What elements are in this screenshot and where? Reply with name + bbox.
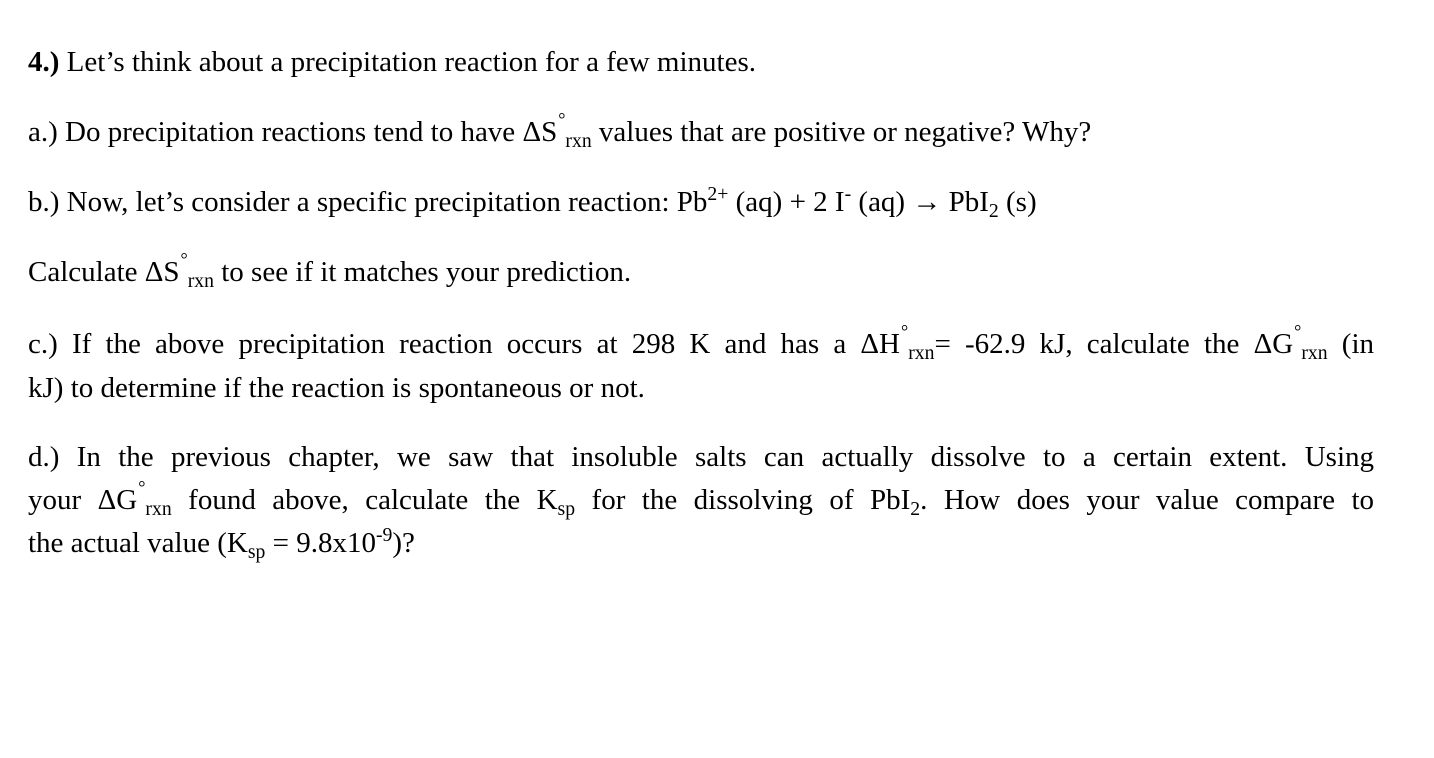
part-b xyxy=(28,184,1037,220)
part-c-text-after: (in xyxy=(1341,328,1375,360)
part-d-line3-mid: = 9.8x10 xyxy=(265,527,376,559)
question-number: 4.) xyxy=(28,46,60,78)
part-d-line3-after: )? xyxy=(392,527,415,559)
part-d-line-1 xyxy=(28,439,1374,475)
part-b-label: b.) xyxy=(28,186,60,218)
exponent: -9 xyxy=(375,524,393,547)
part-d-text-mid: found above, calculate the K xyxy=(188,484,558,516)
part-a-label: a.) xyxy=(28,116,58,148)
degree-symbol: ° xyxy=(558,108,566,129)
degree-symbol: ° xyxy=(180,248,188,269)
part-a-text-after: values that are positive or negative? Why? xyxy=(598,116,1092,148)
part-b-text: Now, let’s consider a specific precipitation reaction: Pb xyxy=(66,186,708,218)
question-intro: Let’s think about a precipitation reaction for a few minutes. xyxy=(66,46,757,78)
delta-g-symbol: ΔG xyxy=(1253,328,1294,360)
pbi2-subscript: 2 xyxy=(988,199,999,222)
part-d xyxy=(28,439,1374,561)
delta-s-symbol: ΔS xyxy=(522,116,558,148)
reaction-aq2: (aq) → PbI xyxy=(851,186,989,218)
degree-symbol: ° xyxy=(1294,320,1302,341)
ksp-subscript: sp xyxy=(247,540,266,563)
rxn-subscript: rxn xyxy=(187,269,214,292)
reaction-aq1: (aq) + 2 I xyxy=(728,186,845,218)
part-a xyxy=(28,108,1092,152)
part-d-line3-before: the actual value (K xyxy=(28,527,248,559)
degree-symbol: ° xyxy=(138,476,146,497)
part-b-calculate xyxy=(28,248,632,292)
pbi2-subscript: 2 xyxy=(910,497,921,520)
part-c-label: c.) xyxy=(28,328,58,360)
part-c-line-2: kJ) to determine if the reaction is spontaneous or not. xyxy=(28,372,645,404)
part-c-text-mid: = -62.9 kJ, calculate the xyxy=(934,328,1240,360)
rxn-subscript-g: rxn xyxy=(1301,341,1328,364)
rxn-subscript-h: rxn xyxy=(908,341,935,364)
calc-text-before: Calculate xyxy=(28,256,138,288)
part-d-text-mid2: for the dissolving of PbI xyxy=(591,484,911,516)
iodide-charge: - xyxy=(844,183,852,206)
part-d-text-before: your xyxy=(28,484,82,516)
reaction-solid: (s) xyxy=(998,186,1037,218)
part-c xyxy=(28,320,1375,406)
part-d-text-line-1: In the previous chapter, we saw that insoluble salts can actually dissolve to a certain extent. Using xyxy=(76,441,1375,473)
part-c-text-before: If the above precipitation reaction occurs at 298 K and has a xyxy=(71,328,847,360)
part-d-line-2 xyxy=(28,476,1375,520)
calc-text-after: to see if it matches your prediction. xyxy=(221,256,632,288)
degree-symbol: ° xyxy=(901,320,909,341)
part-d-line-3 xyxy=(28,525,1374,561)
part-c-line-1 xyxy=(28,320,1375,364)
question-heading xyxy=(28,44,756,80)
delta-g-symbol: ΔG xyxy=(97,484,138,516)
part-a-text-before: Do precipitation reactions tend to have xyxy=(65,116,516,148)
rxn-subscript-g: rxn xyxy=(145,497,172,520)
ksp-subscript: sp xyxy=(557,497,576,520)
delta-h-symbol: ΔH xyxy=(860,328,900,360)
rxn-subscript: rxn xyxy=(565,129,592,152)
part-d-label: d.) xyxy=(28,441,60,473)
delta-s-symbol: ΔS xyxy=(144,256,180,288)
pb-charge: 2+ xyxy=(707,183,729,206)
part-d-text-after: . How does your value compare to xyxy=(920,484,1375,516)
